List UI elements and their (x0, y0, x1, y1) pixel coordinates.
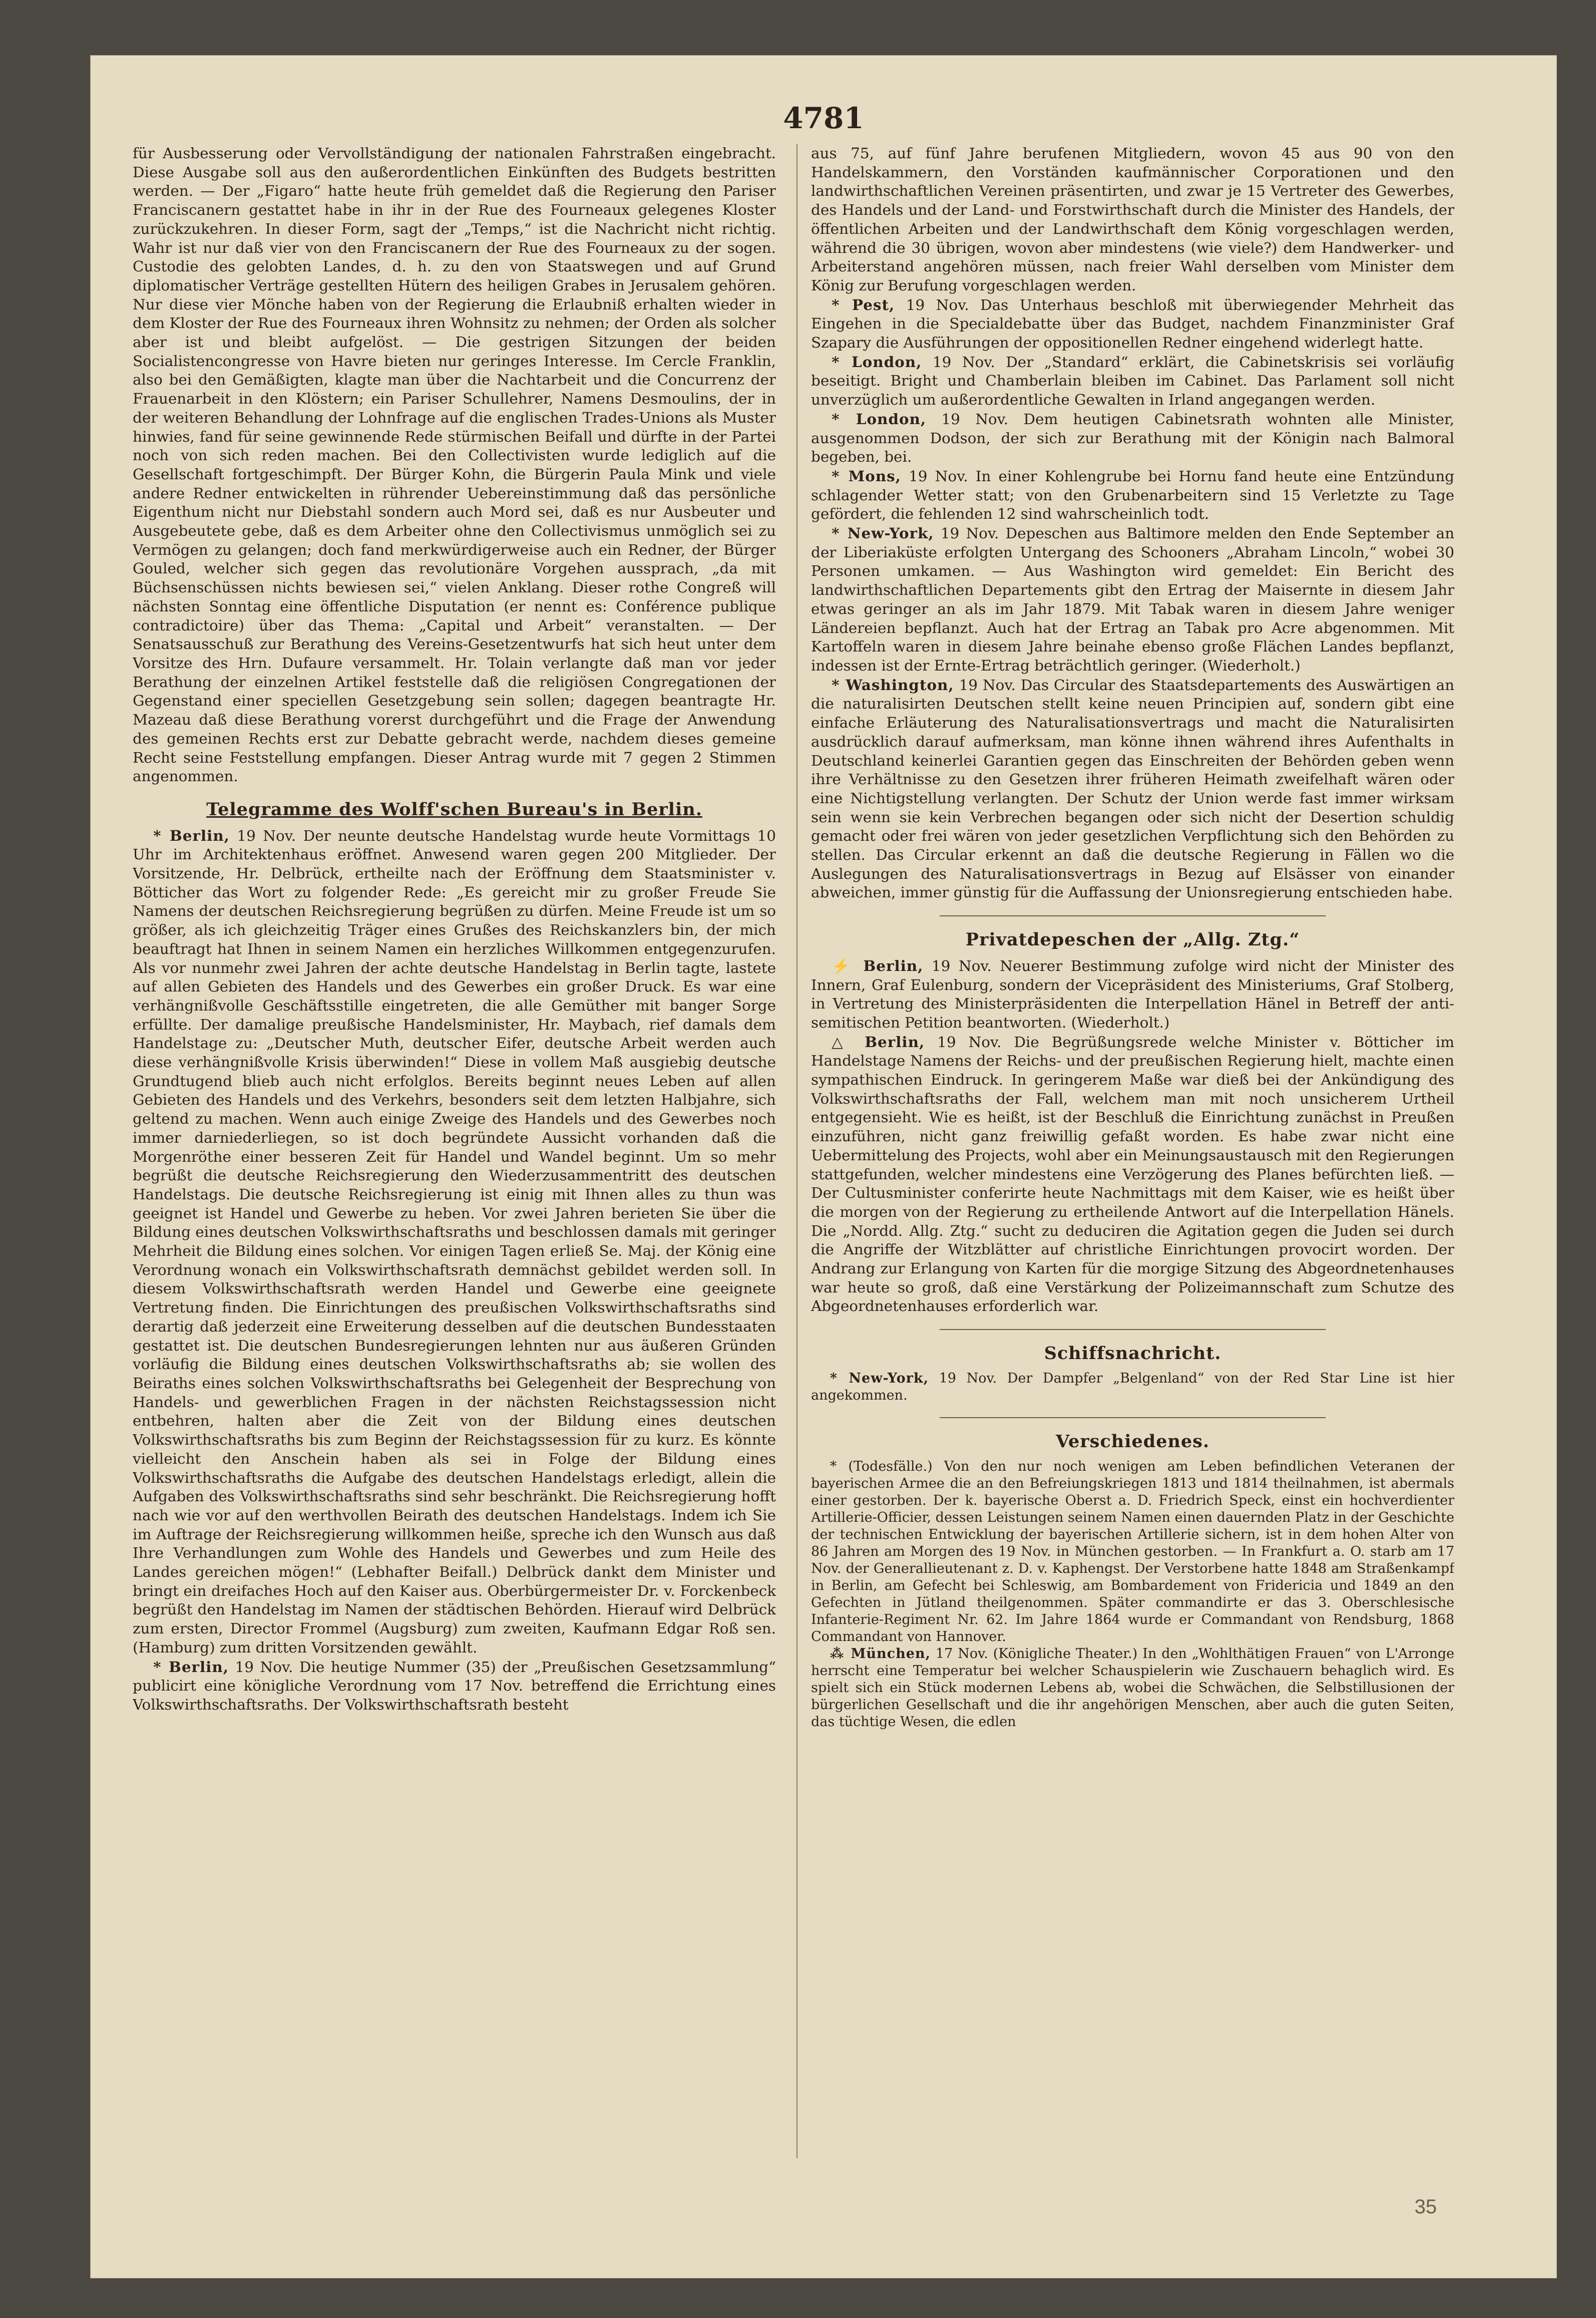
misc-munich-text: 17 Nov. (Königliche Theater.) In den „Wohlthätigen Frauen“ von L'Arronge herrscht eine Temperatur bei welcher Schauspielerin wie Zuschauern behaglich wird. Es spielt sich ein Stück modernen Lebens ab, wobei die Schwächen, die Selbstillusionen der bürgerlichen Gesellschaft und die ihr angehörigen Menschen, aber auch die guten Seiten, das tüchtige Wesen, die edlen (811, 1645, 1454, 1730)
private-berlin-1 (811, 956, 1454, 1033)
column-rule (796, 144, 797, 2158)
private-berlin-2-text: 19 Nov. Die Begrüßungsrede welche Minister v. Bötticher im Handelstage Namens der Reichs- und der preußischen Regierung hielt, machte einen sympathischen Eindruck. In geringerem Maße war dieß bei der Ankündigung des Volkswirthschaftsraths der Fall, welchem man mit noch unsicherem Urtheil entgegensieht. Wie es heißt, ist der Beschluß die Einrichtung zunächst in Preußen einzuführen, nicht ganz freiwillig gefaßt worden. Es habe zwar nicht eine Uebermittelung des Projects, wohl aber ein Meinungsaustausch mit den Regierungen stattgefunden, welcher mindestens eine Verzögerung des Planes befürchten ließ. — Der Cultusminister conferirte heute Nachmittags mit dem Kaiser, wie es heißt über die morgen von der Regierung zu ertheilende Antwort auf die Interpellation Hänels. Die „Nordd. Allg. Ztg.“ sucht zu deduciren die Agitation gegen die Juden sei durch die Angriffe der Witzblätter auf christliche Einrichtungen provocirt worden. Der Andrang zur Erlangung von Karten für die morgige Sitzung des Abgeordnetenhauses war heute so groß, daß eine Verstärkung der Polizeimannschaft zum Schutze des Abgeordnetenhauses erforderlich war. (811, 1033, 1454, 1315)
dateline-private-berlin-2: △ Berlin, (832, 1033, 925, 1051)
dateline-newyork: * New-York, (832, 524, 934, 542)
dateline-london-1: * London, (832, 353, 922, 371)
dateline-berlin-2: * Berlin, (153, 1658, 229, 1676)
telegram-london-1 (811, 353, 1454, 410)
section-divider (940, 1329, 1326, 1330)
telegram-newyork-text: 19 Nov. Depeschen aus Baltimore melden den Ende September an der Liberiaküste erfolgten Untergang des Schooners „Abraham Lincoln,“ wobei 30 Personen umkamen. — Aus Washington wird gemeldet: Ein Bericht des landwirthschaftlichen Departements gibt den Ertrag der Maisernte in diesem Jahr etwas geringer an als im Jahr 1879. Mit Tabak waren in diesem Jahre weniger Ländereien bepflanzt. Auch hat der Ertrag an Tabak pro Acre abgenommen. Mit Kartoffeln waren in diesem Jahre beinahe ebenso große Flächen Landes bepflanzt, indessen ist der Ernte-Ertrag beträchtlich geringer. (Wiederholt.) (811, 525, 1454, 674)
ship-news (811, 1370, 1454, 1404)
section-divider (940, 915, 1326, 916)
dateline-munich: ⁂ München, (830, 1645, 931, 1662)
continued-text: aus 75, auf fünf Jahre berufenen Mitgliedern, wovon 45 aus 90 von den Handelskammern, den Vorständen kaufmännischer Corporationen und den landwirthschaftlichen Vereinen präsentirten, und zwar je 15 Vertreter des Gewerbes, des Handels und der Land- und Forstwirthschaft durch die Minister des Handels, der öffentlichen Arbeiten und der Landwirthschaft dem König vorgeschlagen werden, während die 30 übrigen, wovon aber mindestens (wie viele?) dem Handwerker- und Arbeiterstand angehören müssen, nach freier Wahl derselben vom Minister dem König zur Berufung vorgeschlagen werden. (811, 145, 1454, 294)
telegram-london-1-text: 19 Nov. Der „Standard“ erklärt, die Cabinetskrisis sei vorläufig beseitigt. Bright und Chamberlain bleiben im Cabinet. Das Parlament soll nicht unverzüglich um außerordentliche Gewalten in Irland angegangen werden. (811, 353, 1454, 409)
section-heading-private: Privatdepeschen der „Allg. Ztg.“ (965, 929, 1300, 950)
telegram-newyork (811, 524, 1454, 676)
misc-deaths: * (Todesfälle.) Von den nur noch wenigen am Leben befindlichen Veteranen der bayerischen Armee die an den Befreiungskriegen 1813 und 1814 theilnahmen, ist abermals einer gestorben. Der k. bayerische Oberst a. D. Friedrich Speck, einst ein hochverdienter Artillerie-Officier, dessen Leistungen seinem Namen einen dauernden Platz in der Geschichte der technischen Entwicklung der bayerischen Artillerie sichern, ist in dem hohen Alter von 86 Jahren am Morgen des 19 Nov. in München gestorben. — In Frankfurt a. O. starb am 17 Nov. der Generallieutenant z. D. v. Kaphengst. Der Verstorbene hatte 1848 am Straßenkampf in Berlin, am Gefecht bei Schleswig, am Bombardement von Fridericia und 1849 an den Gefechten in Jütland theilgenommen. Später commandirte er das 3. Oberschlesische Infanterie-Regiment Nr. 62. Im Jahre 1864 wurde er Commandant von Rendsburg, 1868 Commandant von Hannover. (811, 1458, 1454, 1644)
dateline-berlin-1: * Berlin, (153, 826, 230, 844)
dateline-private-berlin-1: ⚡ Berlin, (832, 956, 924, 974)
telegram-berlin-2 (133, 1658, 776, 1715)
section-heading-wolff: Telegramme des Wolff'schen Bureau's in Berlin. (206, 799, 702, 820)
dateline-ship: * New-York, (830, 1370, 929, 1386)
private-berlin-1-text: 19 Nov. Neuerer Bestimmung zufolge wird nicht der Minister des Innern, Graf Eulenburg, sondern der Vicepräsident des Ministeriums, Graf Stolberg, in Vertretung des Ministerpräsidenten die Interpellation Hänel in Betreff der anti-semitischen Petition beantworten. (Wiederholt.) (811, 957, 1454, 1031)
section-divider (940, 1417, 1326, 1418)
misc-munich (811, 1645, 1454, 1731)
telegram-london-2-text: 19 Nov. Dem heutigen Cabinetsrath wohnten alle Minister, ausgenommen Dodson, der sich zur Berathung mit der Königin nach Balmoral begeben, bei. (811, 410, 1454, 466)
dateline-pest: * Pest, (832, 295, 895, 313)
section-heading-ship: Schiffsnachricht. (1044, 1343, 1222, 1364)
ship-news-text: 19 Nov. Der Dampfer „Belgenland“ von der Red Star Line ist hier angekommen. (811, 1370, 1454, 1403)
intro-article: für Ausbesserung oder Vervollständigung der nationalen Fahrstraßen eingebracht. Diese Ausgabe soll aus den außerordentlichen Einkünften des Budgets bestritten werden. — Der „Figaro“ hatte heute früh gemeldet daß die Regierung den Pariser Franciscanern gestattet habe in ihr in der Rue des Fourneaux gelegenes Kloster zurückzukehren. In dieser Form, sagt der „Temps,“ ist die Nachricht nicht richtig. Wahr ist nur daß vier von den Franciscanern der Rue des Fourneaux zu der sogen. Custodie des gelobten Landes, d. h. zu den von Staatswegen und auf Grund diplomatischer Verträge gestellten Hütern des heiligen Grabes in Jerusalem gehören. Nur diese vier Mönche haben von der Regierung die Erlaubniß erhalten wieder in dem Kloster der Rue des Fourneaux ihren Wohnsitz zu nehmen; der Orden als solcher aber ist und bleibt aufgelöst. — Die gestrigen Sitzungen der beiden Socialistencongresse von Havre bieten nur geringes Interesse. Im Cercle Franklin, also bei den Gemäßigten, klagte man über die Nachtarbeit und die Concurrenz der Frauenarbeit in den Klöstern; ein Pariser Schullehrer, Namens Desmoulins, der in der weiteren Behandlung der Lohnfrage auf die englischen Trades-Unions als Muster hinwies, fand für seine gewinnende Rede stürmischen Beifall und dürfte in der Partei noch von sich reden machen. Bei den Collectivisten wurde lediglich auf die Gesellschaft fortgeschimpft. Der Bürger Kohn, die Bürgerin Paula Mink und viele andere Redner entwickelten in rührender Uebereinstimmung daß das persönliche Eigenthum nicht nur Diebstahl sondern auch Mord sei, daß es nur Ausbeuter und Ausgebeutete gebe, daß es dem Arbeiter ohne den Collectivismus unmöglich sei zu Vermögen zu gelangen; doch fand merkwürdigerweise auch ein Redner, der Bürger Gouled, welcher sich gegen das revolutionäre Vorgehen aussprach, „da mit Büchsenschüssen nichts bewiesen sei,“ vielen Anklang. Dieser rothe Congreß will nächsten Sonntag eine öffentliche Disputation (er nennt es: Conférence publique contradictoire) über das Thema: „Capital und Arbeit“ veranstalten. — Der Senatsausschuß zur Berathung des Vereins-Gesetzentwurfs hat sich heut unter dem Vorsitze des Hrn. Dufaure versammelt. Hr. Tolain verlangte daß man vor jeder Berathung der einzelnen Artikel feststelle daß die religiösen Congregationen der Gegenstand einer speciellen Gesetzgebung sein sollen; dagegen beantragte Hr. Mazeau daß diese Berathung vorerst durchgeführt und die Frage der Anwendung des gemeinen Rechts erst zur Debatte gebracht werde, nachdem dieses gemeine Recht seine Feststellung empfangen. Dieser Antrag wurde mit 7 gegen 2 Stimmen angenommen. (133, 145, 776, 785)
telegram-london-2 (811, 410, 1454, 467)
telegram-berlin-1-text: 19 Nov. Der neunte deutsche Handelstag wurde heute Vormittags 10 Uhr im Architektenhaus eröffnet. Anwesend waren gegen 200 Mitglieder. Der Vorsitzende, Hr. Delbrück, ertheilte nach der Eröffnung dem Staatsminister v. Bötticher das Wort zu folgender Rede: „Es gereicht mir zu großer Freude Sie Namens der deutschen Reichsregierung begrüßen zu dürfen. Meine Freude ist um so größer, als ich gleichzeitig Träger eines Grußes des Reichskanzlers bin, der mich beauftragt hat Ihnen in seinem Namen ein herzliches Willkommen entgegenzurufen. Als vor nunmehr zwei Jahren der achte deutsche Handelstag in Berlin tagte, lastete auf allen Gebieten des Handels und des Gewerbes ein großer Druck. Es war eine verhängnißvolle Geschäftsstille eingetreten, die alle Gemüther mit banger Sorge erfüllte. Der damalige preußische Handelsminister, Hr. Maybach, rief damals dem Handelstage zu: „Deutscher Muth, deutscher Eifer, deutsche Arbeit werden auch diese verhängnißvolle Krisis überwinden!“ Diese in vollem Maß ausgiebig deutsche Grundtugend blieb auch nicht erfolglos. Bereits beginnt neues Leben auf allen Gebieten des Handels und des Verkehrs, besonders seit dem letzten Halbjahre, sich geltend zu machen. Wenn auch einige Zweige des Handels und des Gewerbes noch immer darniederliegen, so ist doch begründete Aussicht vorhanden daß die Morgenröthe einer besseren Zeit für Handel und Wandel beginnt. Um so mehr begrüßt die deutsche Reichsregierung den Wiederzusammentritt des deutschen Handelstags. Die deutsche Reichsregierung ist einig mit Ihnen alles zu thun was geeignet ist Handel und Gewerbe zu heben. Vor zwei Jahren berieten Sie über die Bildung eines deutschen Volkswirthschaftsraths und beschlossen damals mit geringer Mehrheit die Bildung eines solchen. Vor einigen Tagen erließ Se. Maj. der König eine Verordnung wonach ein Volkswirthschaftsrath demnächst gebildet werden soll. In diesem Volkswirthschaftsrath werden Handel und Gewerbe eine geeignete Vertretung finden. Die Einrichtungen des preußischen Volkswirthschaftsraths sind derartig daß jederzeit eine Erweiterung desselben auf die deutschen Bundesstaaten gestattet ist. Die deutschen Bundesregierungen lehnten nur aus äußeren Gründen vorläufig die Bildung eines deutschen Volkswirthschaftsraths ab; sie wollen des Beiraths eines solchen Volkswirthschaftsraths bei Gelegenheit der Besprechung von Handels- und gewerblichen Fragen in der nächsten Reichstagssession nicht entbehren, halten aber die Zeit von der Bildung eines deutschen Volkswirthschaftsraths bis zum Beginn der Reichstagssession für zu kurz. Es könnte vielleicht den Anschein haben als sei in Folge der Bildung eines Volkswirthschaftsraths die Aufgabe des deutschen Handelstags erledigt, allein die Aufgaben des Volkswirthschaftsraths sind sehr beschränkt. Die Reichsregierung hofft nach wie vor auf den werthvollen Beirath des deutschen Handelstags. Indem ich Sie im Auftrage der Reichsregierung willkommen heiße, spreche ich den Wunsch aus daß Ihre Verhandlungen zum Wohle des Handels und Gewerbes und zum Heile des Landes gereichen mögen!“ (Lebhafter Beifall.) Delbrück dankt dem Minister und bringt ein dreifaches Hoch auf den Kaiser aus. Oberbürgermeister Dr. v. Forckenbeck begrüßt den Handelstag im Namen der städtischen Behörden. Hierauf wird Delbrück zum ersten, Director Frommel (Augsburg) zum zweiten, Kaufmann Edgar Roß sen. (Hamburg) zum dritten Vorsitzenden gewählt. (133, 827, 776, 1656)
left-column (133, 144, 776, 2158)
telegram-pest (811, 295, 1454, 353)
dateline-washington: * Washington, (832, 676, 954, 694)
right-column (811, 144, 1454, 2158)
dateline-mons: * Mons, (832, 467, 901, 485)
telegram-berlin-1 (133, 826, 776, 1658)
telegram-washington (811, 676, 1454, 902)
telegram-berlin-2-text: 19 Nov. Die heutige Nummer (35) der „Preußischen Gesetzsammlung“ publicirt eine königliche Verordnung vom 17 Nov. betreffend die Errichtung eines Volkswirthschaftsraths. Der Volkswirthschaftsrath besteht (133, 1658, 776, 1713)
newspaper-page (90, 55, 1557, 2278)
private-berlin-2 (811, 1033, 1454, 1316)
page-number: 4781 (783, 101, 864, 135)
telegram-pest-text: 19 Nov. Das Unterhaus beschloß mit überwiegender Mehrheit das Eingehen in die Specialdebatte über das Budget, nachdem Finanzminister Graf Szapary die Ausführungen der oppositionellen Redner eingehend widerlegt hatte. (811, 296, 1454, 352)
archive-pencil-note: 35 (1414, 2196, 1437, 2218)
dateline-london-2: * London, (832, 410, 927, 428)
telegram-washington-text: 19 Nov. Das Circular des Staatsdepartements des Auswärtigen an die naturalisirten Deutschen stellt keine neuen Principien auf, sondern gibt eine einfache Erläuterung des Naturalisationsvertrags und macht die Naturalisirten ausdrücklich darauf aufmerksam, man könne ihnen während ihres Aufenthalts in Deutschland keinerlei Garantien gegen das Einschreiten der Behörden geben wenn ihre Verhältnisse zu den Gesetzen ihrer früheren Heimath zweifelhaft wären oder eine Nichtigstellung verlangten. Der Schutz der Union werde fast immer wirksam sein wenn sie kein Verbrechen begangen oder sich nicht der Desertion schuldig gemacht oder frei wären von jeder gesetzlichen Verpflichtung sich den Behörden zu stellen. Das Circular erkennt an daß die deutsche Regierung in Fällen wo die Auslegungen des Naturalisationsvertrags in Bezug auf Elsässer von einander abweichen, immer günstig für die Auffassung der Unionsregierung entschieden habe. (811, 676, 1454, 901)
telegram-mons-text: 19 Nov. In einer Kohlengrube bei Hornu fand heute eine Entzündung schlagender Wetter statt; von den Grubenarbeitern sind 15 Verletzte zu Tage gefördert, die fehlenden 12 sind wahrscheinlich todt. (811, 467, 1454, 523)
section-heading-misc: Verschiedenes. (1055, 1431, 1210, 1452)
telegram-mons (811, 467, 1454, 524)
